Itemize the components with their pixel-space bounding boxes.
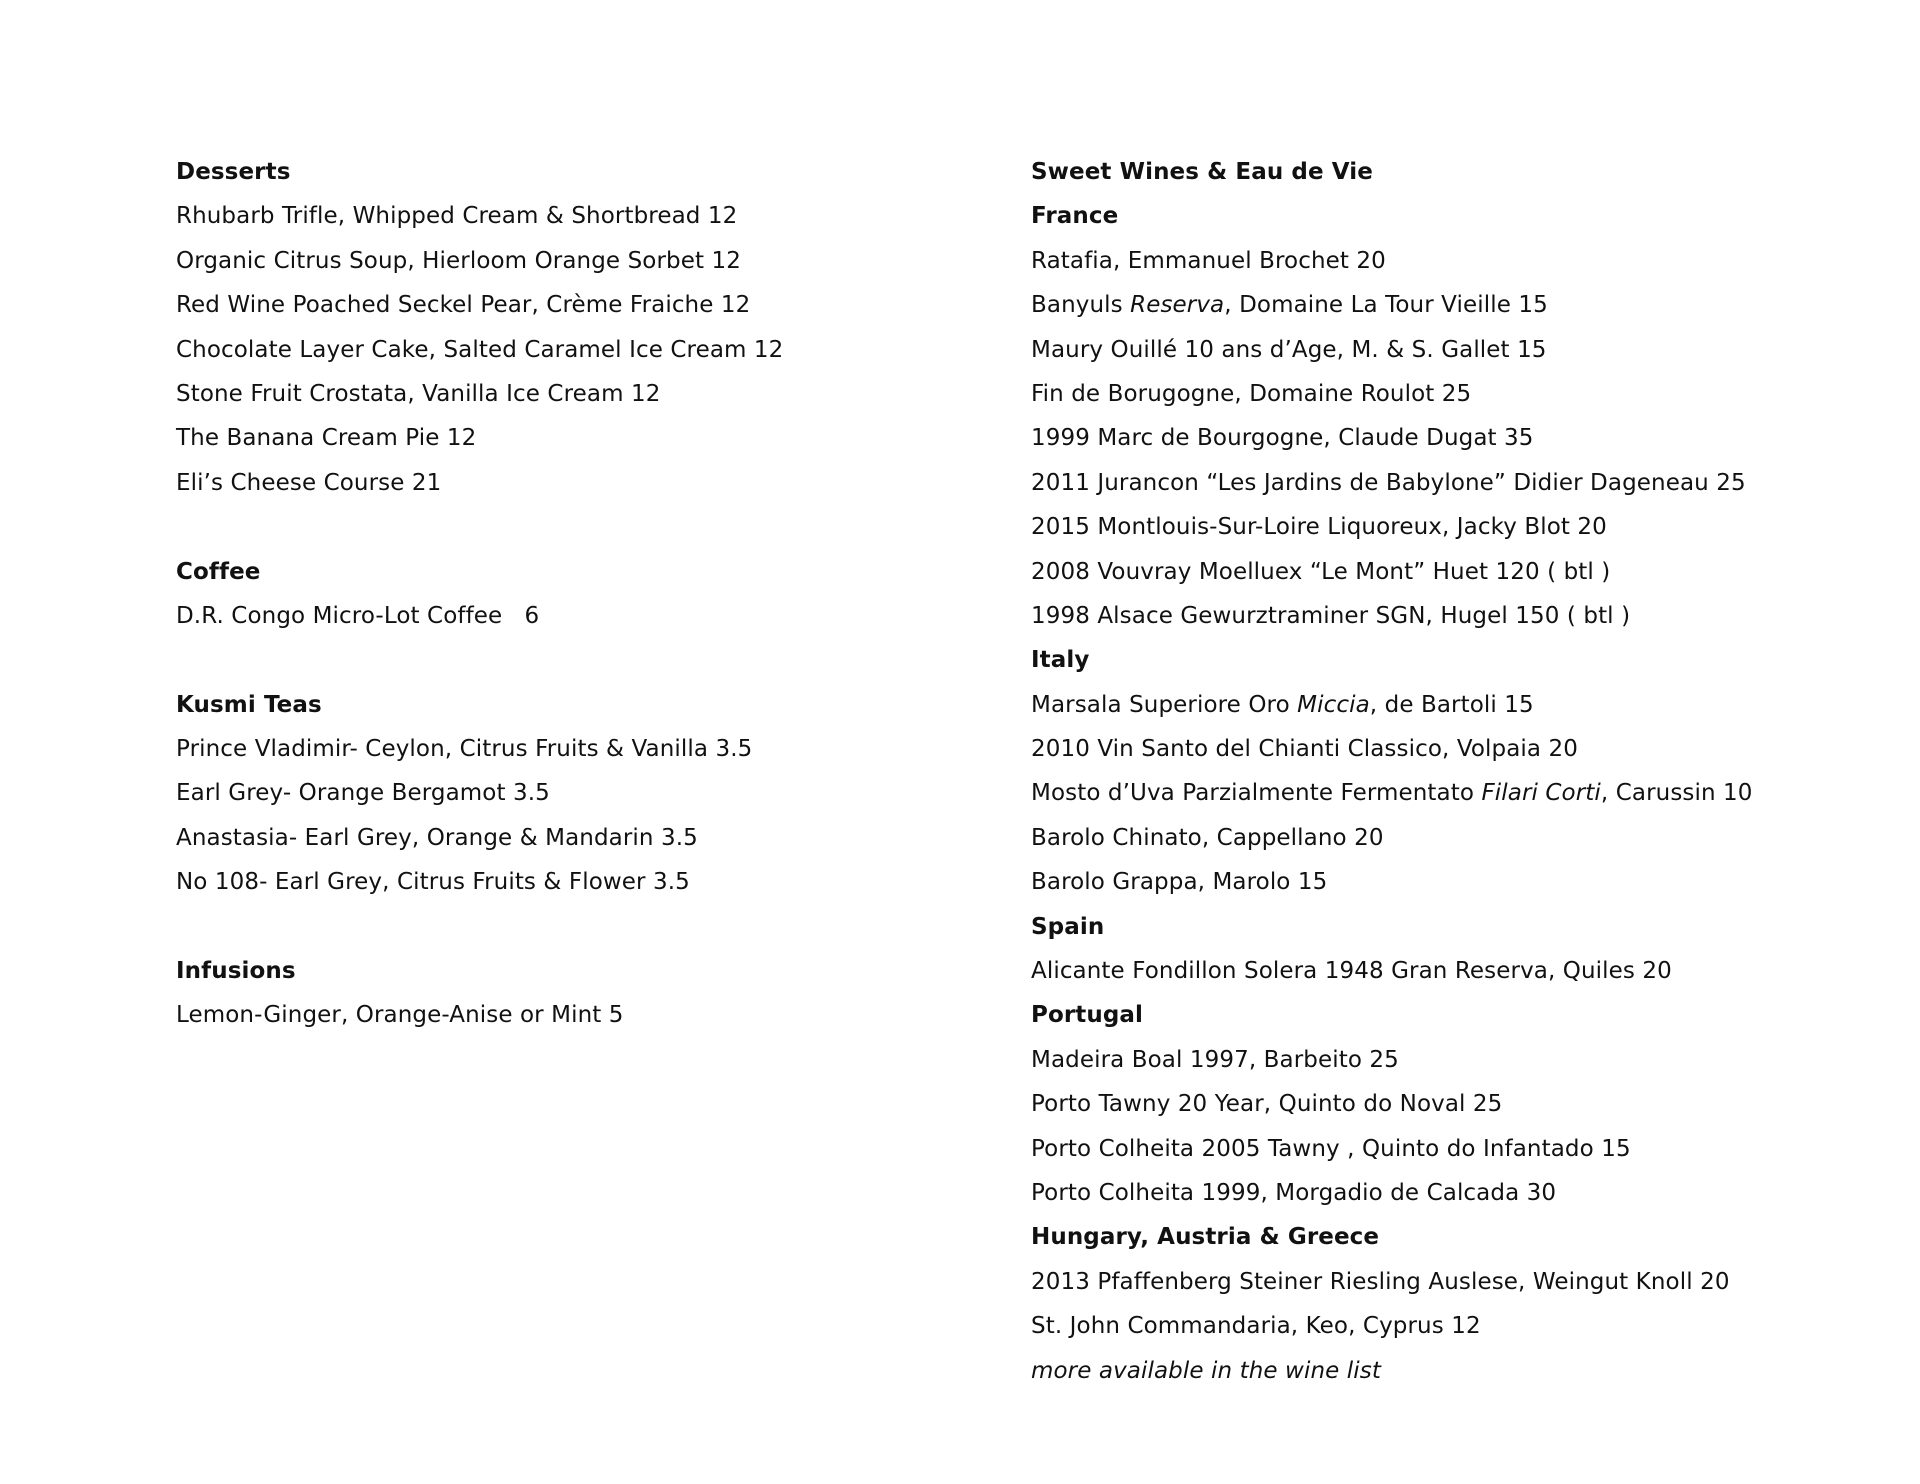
wine-item-italic: Reserva [1130, 292, 1225, 319]
dessert-item: Stone Fruit Crostata, Vanilla Ice Cream 12 [176, 380, 661, 407]
tea-item: Anastasia- Earl Grey, Orange & Mandarin 3.5 [176, 824, 698, 851]
wine-item: Alicante Fondillon Solera 1948 Gran Reserva, Quiles 20 [1031, 958, 1672, 985]
wine-item: St. John Commandaria, Keo, Cyprus 12 [1031, 1313, 1481, 1340]
wine-item-text: , de Bartoli 15 [1369, 691, 1534, 718]
wine-item-text: , Domaine La Tour Vieille 15 [1224, 292, 1548, 319]
italy-heading: Italy [1031, 647, 1090, 674]
wine-item: Maury Ouillé 10 ans d’Age, M. & S. Gallet 15 [1031, 336, 1547, 363]
dessert-item: Rhubarb Trifle, Whipped Cream & Shortbread 12 [176, 203, 738, 230]
wine-item [1031, 683, 1891, 727]
teas-heading: Kusmi Teas [176, 691, 322, 718]
left-column [176, 150, 936, 1038]
spain-heading: Spain [1031, 913, 1105, 940]
wine-item: Porto Colheita 1999, Morgadio de Calcada 30 [1031, 1179, 1557, 1206]
tea-item: Prince Vladimir- Ceylon, Citrus Fruits & Vanilla 3.5 [176, 736, 753, 763]
wine-item [1031, 283, 1891, 327]
spacer [176, 638, 936, 682]
hungary-austria-greece-heading: Hungary, Austria & Greece [1031, 1224, 1380, 1251]
wine-item: Ratafia, Emmanuel Brochet 20 [1031, 247, 1386, 274]
portugal-heading: Portugal [1031, 1002, 1144, 1029]
wine-item: 1998 Alsace Gewurztraminer SGN, Hugel 150 ( btl ) [1031, 602, 1631, 629]
wine-item: 2010 Vin Santo del Chianti Classico, Volpaia 20 [1031, 736, 1578, 763]
wine-item: 2013 Pfaffenberg Steiner Riesling Auslese, Weingut Knoll 20 [1031, 1268, 1730, 1295]
wine-item: 2011 Jurancon “Les Jardins de Babylone” Didier Dageneau 25 [1031, 469, 1746, 496]
tea-item: No 108- Earl Grey, Citrus Fruits & Flower 3.5 [176, 869, 690, 896]
spacer [176, 505, 936, 549]
infusion-item: Lemon-Ginger, Orange-Anise or Mint 5 [176, 1002, 624, 1029]
spacer [176, 905, 936, 949]
wine-item: 1999 Marc de Bourgogne, Claude Dugat 35 [1031, 425, 1534, 452]
wine-item: Porto Tawny 20 Year, Quinto do Noval 25 [1031, 1091, 1503, 1118]
dessert-item: Organic Citrus Soup, Hierloom Orange Sorbet 12 [176, 247, 741, 274]
france-heading: France [1031, 203, 1119, 230]
wine-item: Madeira Boal 1997, Barbeito 25 [1031, 1046, 1399, 1073]
infusions-heading: Infusions [176, 958, 296, 985]
wine-item: 2008 Vouvray Moelluex “Le Mont” Huet 120 ( btl ) [1031, 558, 1611, 585]
wine-item: Fin de Borugogne, Domaine Roulot 25 [1031, 380, 1472, 407]
tea-item: Earl Grey- Orange Bergamot 3.5 [176, 780, 550, 807]
wine-item [1031, 771, 1891, 815]
wine-item: Barolo Grappa, Marolo 15 [1031, 869, 1328, 896]
wine-item-italic: Filari Corti [1481, 780, 1601, 807]
coffee-item: D.R. Congo Micro-Lot Coffee 6 [176, 602, 540, 629]
wine-item-text: Marsala Superiore Oro [1031, 691, 1298, 718]
coffee-heading: Coffee [176, 558, 261, 585]
wine-item: 2015 Montlouis-Sur-Loire Liquoreux, Jacky Blot 20 [1031, 514, 1607, 541]
wine-item: Porto Colheita 2005 Tawny , Quinto do Infantado 15 [1031, 1135, 1631, 1162]
wine-item: Barolo Chinato, Cappellano 20 [1031, 824, 1384, 851]
dessert-item: Chocolate Layer Cake, Salted Caramel Ice Cream 12 [176, 336, 784, 363]
right-column [1031, 150, 1891, 1393]
dessert-item: Eli’s Cheese Course 21 [176, 469, 442, 496]
dessert-item: Red Wine Poached Seckel Pear, Crème Fraiche 12 [176, 292, 751, 319]
wine-list-note: more available in the wine list [1031, 1357, 1381, 1384]
wine-item-text: Mosto d’Uva Parzialmente Fermentato [1031, 780, 1482, 807]
dessert-item: The Banana Cream Pie 12 [176, 425, 477, 452]
desserts-heading: Desserts [176, 159, 291, 185]
wine-item-text: Banyuls [1031, 292, 1131, 319]
wine-item-italic: Miccia [1297, 691, 1370, 718]
sweet-wines-title: Sweet Wines & Eau de Vie [1031, 159, 1373, 185]
wine-item-text: , Carussin 10 [1600, 780, 1753, 807]
